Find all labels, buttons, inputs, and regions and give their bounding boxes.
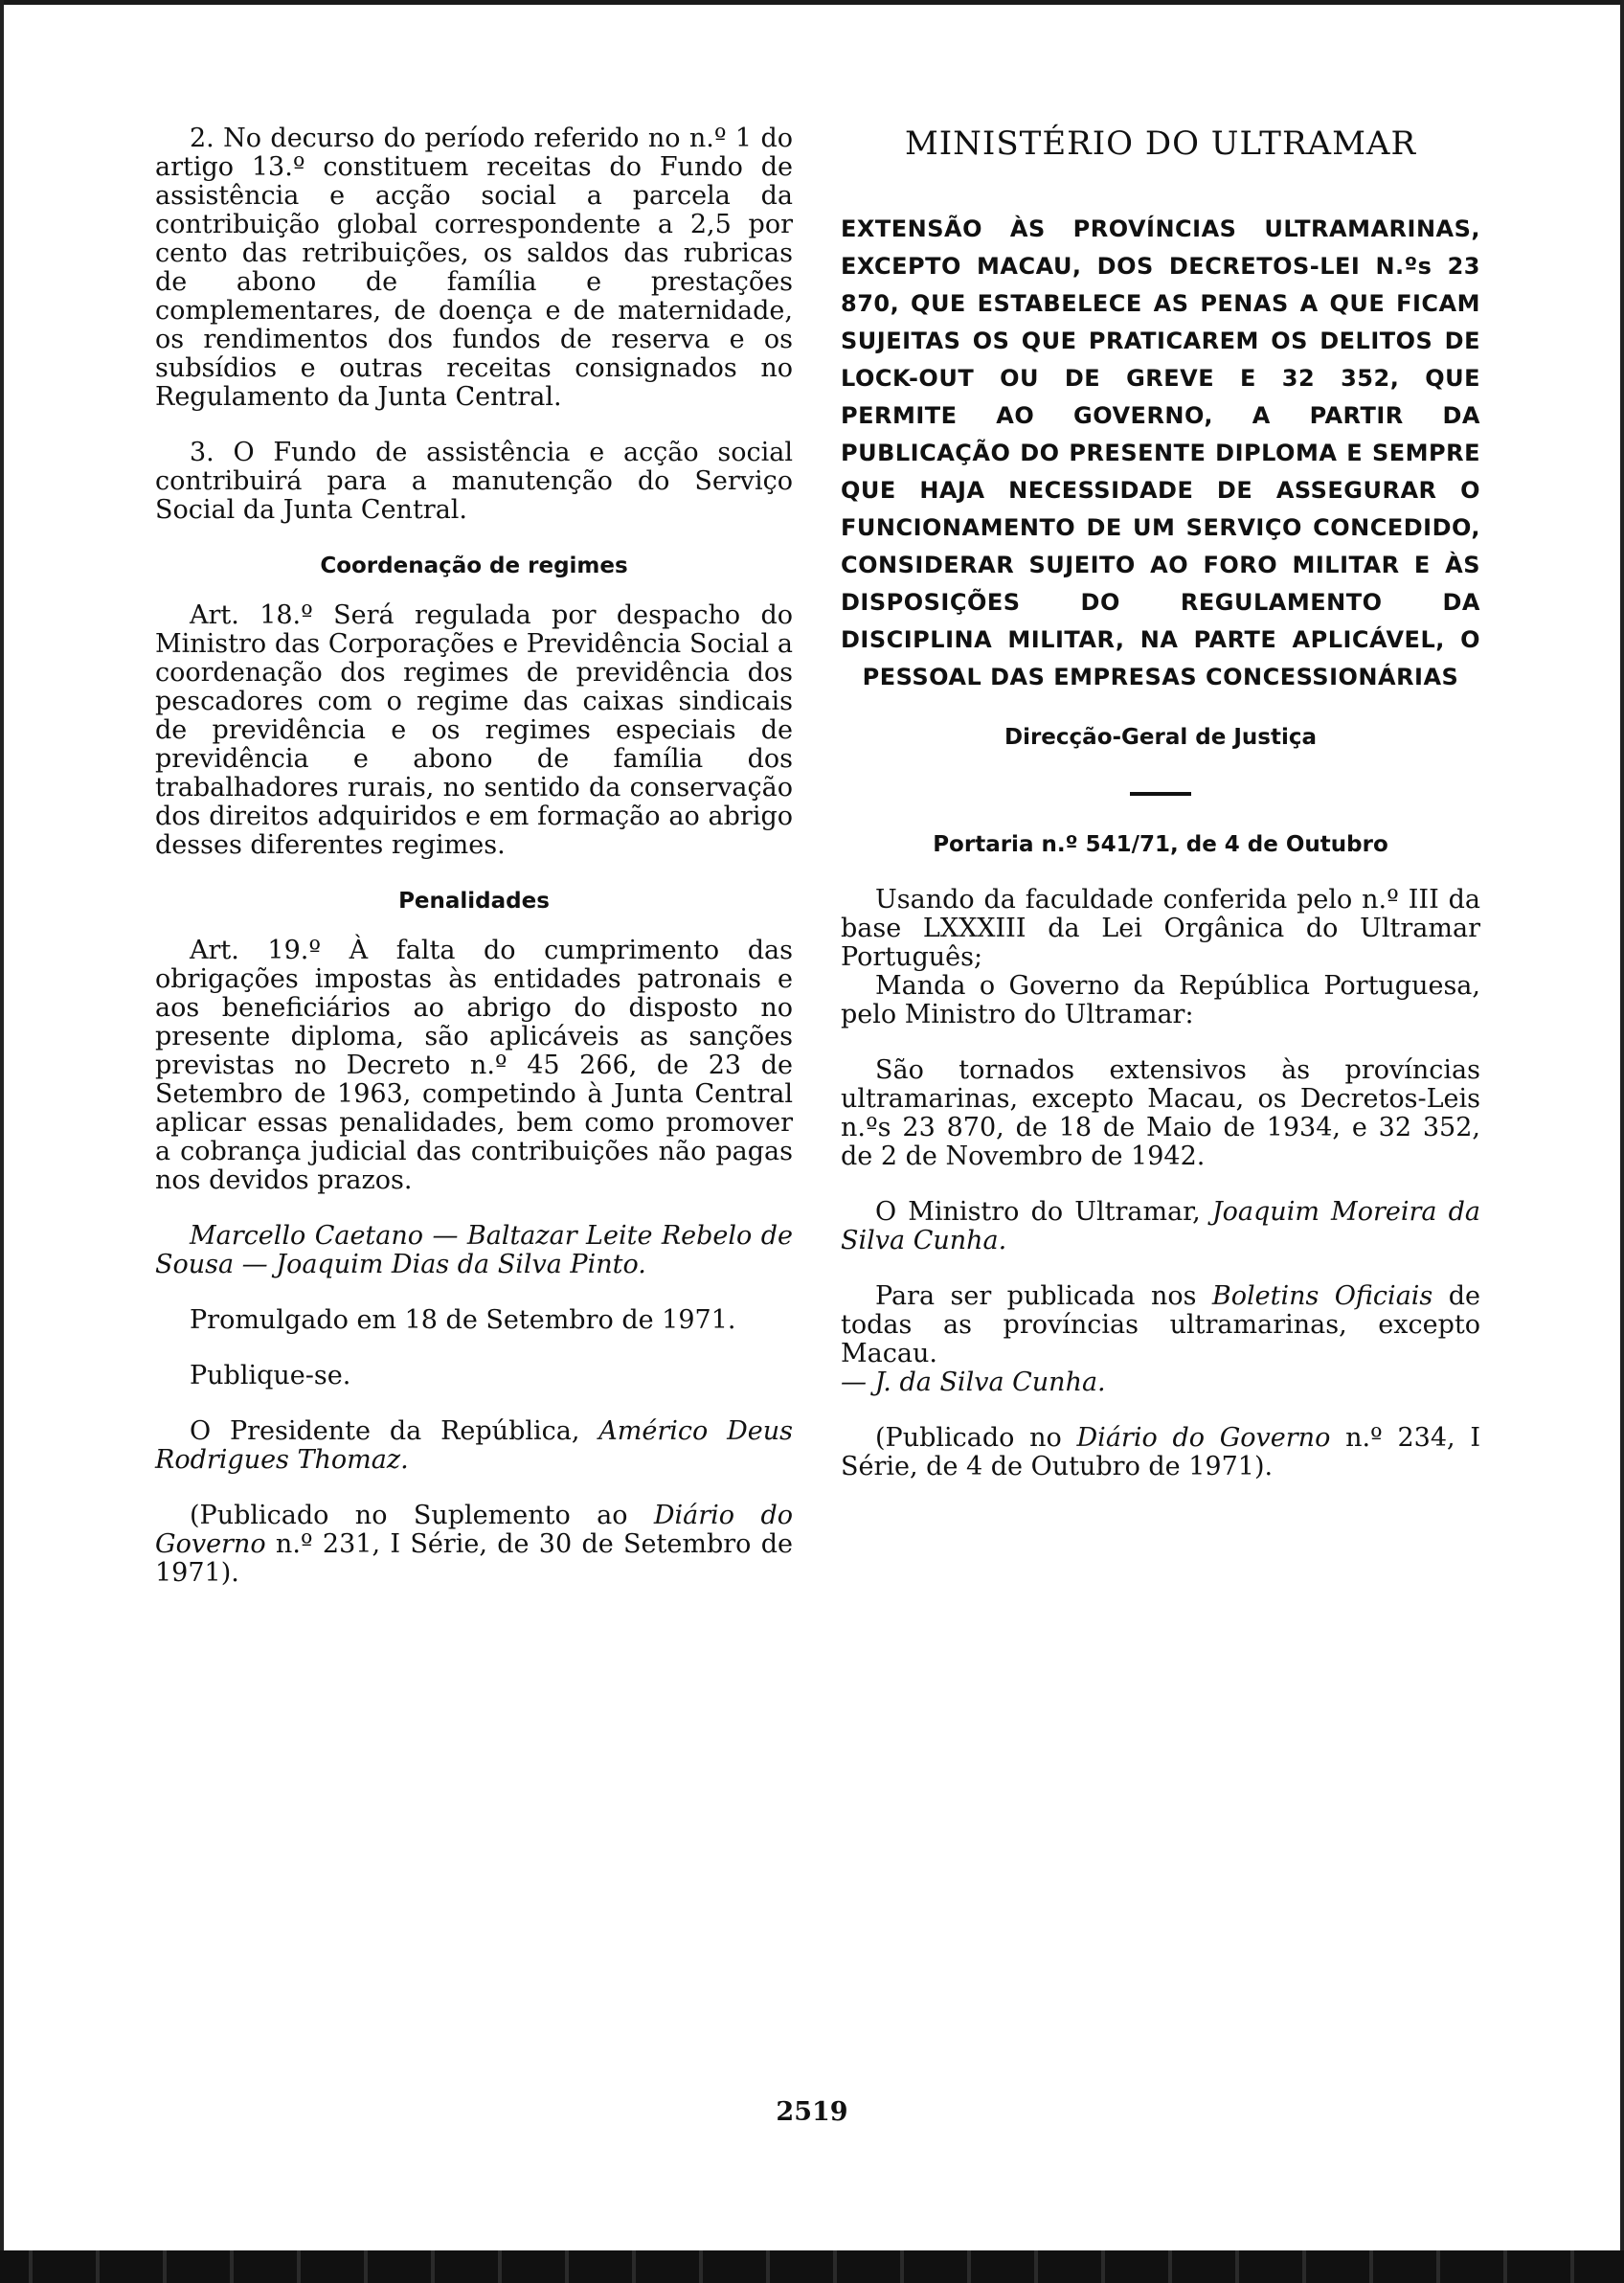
ministry-title: MINISTÉRIO DO ULTRAMAR [904,124,1417,163]
page-number: 2519 [776,2097,848,2127]
usando-roman-2: LXXXIII [922,914,1026,943]
ministro-name: Joaquim Moreira da Silva Cunha. [841,1197,1480,1255]
para-prefix: Para ser publicada nos [875,1281,1212,1311]
page-top-border [0,0,1624,5]
para-signature: — J. da Silva Cunha. [841,1368,1106,1397]
left-column [155,124,793,1588]
publique-line: Publique-se. [190,1361,351,1390]
heading-coordenacao: Coordenação de regimes [320,554,628,578]
signatories: Marcello Caetano — Baltazar Leite Rebelo de Sousa — Joaquim Dias da Silva Pinto. [155,1221,793,1279]
publication-prefix-right: (Publicado no [875,1423,1077,1453]
publication-prefix: (Publicado no Suplemento ao [190,1501,654,1530]
page-left-border [0,0,4,2283]
paragraph-sao-tornados: São tornados extensivos às províncias ultramarinas, excepto Macau, os Decretos-Leis n.ºs 23 870, de 18 de Maio de 1934, e 32 352, de 2 de Novembro de 1942. [841,1055,1480,1171]
ministro-prefix: O Ministro do Ultramar, [875,1197,1212,1227]
promulgado-line: Promulgado em 18 de Setembro de 1971. [190,1305,736,1335]
presidente-name: Américo Deus Rodrigues Thomaz. [155,1416,793,1475]
directorate-heading: Direcção-Geral de Justiça [1004,725,1317,750]
publication-suffix-right: n.º 234, I Série, de 4 de Outubro de 1971). [841,1423,1480,1481]
usando-part-b: da base [841,885,1481,943]
publication-journal-right: Diário do Governo [1076,1423,1331,1453]
publication-journal: Diário do Governo [155,1501,793,1559]
page-right-border [1620,0,1624,2283]
publication-suffix: n.º 231, I Série, de 30 de Setembro de 1971). [155,1529,793,1588]
para-boletins: Boletins Oficiais [1211,1281,1433,1311]
paragraph-art18: Art. 18.º Será regulada por despacho do Ministro das Corporações e Previdência Social a coordenação dos regimes de previdência dos pescadores com o regime das caixas sindicais de previdência e os regimes especiais de previdência e abono de família dos trabalhadores rurais, no sentido da conservação dos direitos adquiridos e em formação ao abrigo desses diferentes regimes. [155,600,793,860]
presidente-prefix: O Presidente da República, [190,1416,599,1446]
usando-part-c: da Lei Orgânica do Ultramar Português; [841,914,1480,972]
portaria-heading: Portaria n.º 541/71, de 4 de Outubro [933,832,1388,857]
presidente-paragraph [155,1417,793,1475]
separator-rule [1130,792,1191,796]
right-column [841,124,1480,1481]
publication-note-left [155,1502,793,1588]
ministro-paragraph [841,1198,1480,1255]
paragraph-art17-3: 3. O Fundo de assistência e acção social contribuirá para a manutenção do Serviço Social da Junta Central. [155,438,793,525]
paragraph-manda: Manda o Governo da República Portuguesa, pelo Ministro do Ultramar: [841,971,1480,1029]
usando-part-a: Usando da faculdade conferida pelo n.º [875,885,1409,915]
decree-title: EXTENSÃO ÀS PROVÍNCIAS ULTRAMARINAS, EXCEPTO MACAU, DOS DECRETOS-LEI N.ºs 23 870, QUE ESTABELECE AS PENAS A QUE FICAM SUJEITAS OS QUE PRATICAREM OS DELITOS DE LOCK-OUT OU DE GREVE E 32 352, QUE PERMITE AO GOVERNO, A PARTIR DA PUBLICAÇÃO DO PRESENTE DIPLOMA E SEMPRE QUE HAJA NECESSIDADE DE ASSEGURAR O FUNCIONAMENTO DE UM SERVIÇO CONCEDIDO, CONSIDERAR SUJEITO AO FORO MILITAR E ÀS DISPOSIÇÕES DO REGULAMENTO DA DISCIPLINA MILITAR, NA PARTE APLICÁVEL, O PESSOAL DAS EMPRESAS CONCESSIONÁRIAS [841,215,1480,690]
publication-note-right [841,1424,1480,1481]
usando-roman-1: III [1408,885,1439,915]
paragraph-art19: Art. 19.º À falta do cumprimento das obrigações impostas às entidades patronais e aos beneficiários ao abrigo do disposto no presente diploma, são aplicáveis as sanções previstas no Decreto n.º 45 266, de 23 de Setembro de 1963, competindo à Junta Central aplicar essas penalidades, bem como promover a cobrança judicial das contribuições não pagas nos devidos prazos. [155,936,793,1195]
paragraph-art17-2: 2. No decurso do período referido no n.º 1 do artigo 13.º constituem receitas do Fundo de assistência e acção social a parcela da contribuição global correspondente a 2,5 por cento das retribuições, os saldos das rubricas de abono de família e prestações complementares, de doença e de maternidade, os rendimentos dos fundos de reserva e os subsídios e outras receitas consignados no Regulamento da Junta Central. [155,124,793,412]
scan-bottom-edge [0,2250,1624,2283]
heading-penalidades: Penalidades [398,889,550,914]
para-suffix: de todas as províncias ultramarinas, excepto Macau. [841,1281,1480,1368]
paragraph-usando [841,886,1480,972]
para-ser-publicada [841,1282,1480,1397]
